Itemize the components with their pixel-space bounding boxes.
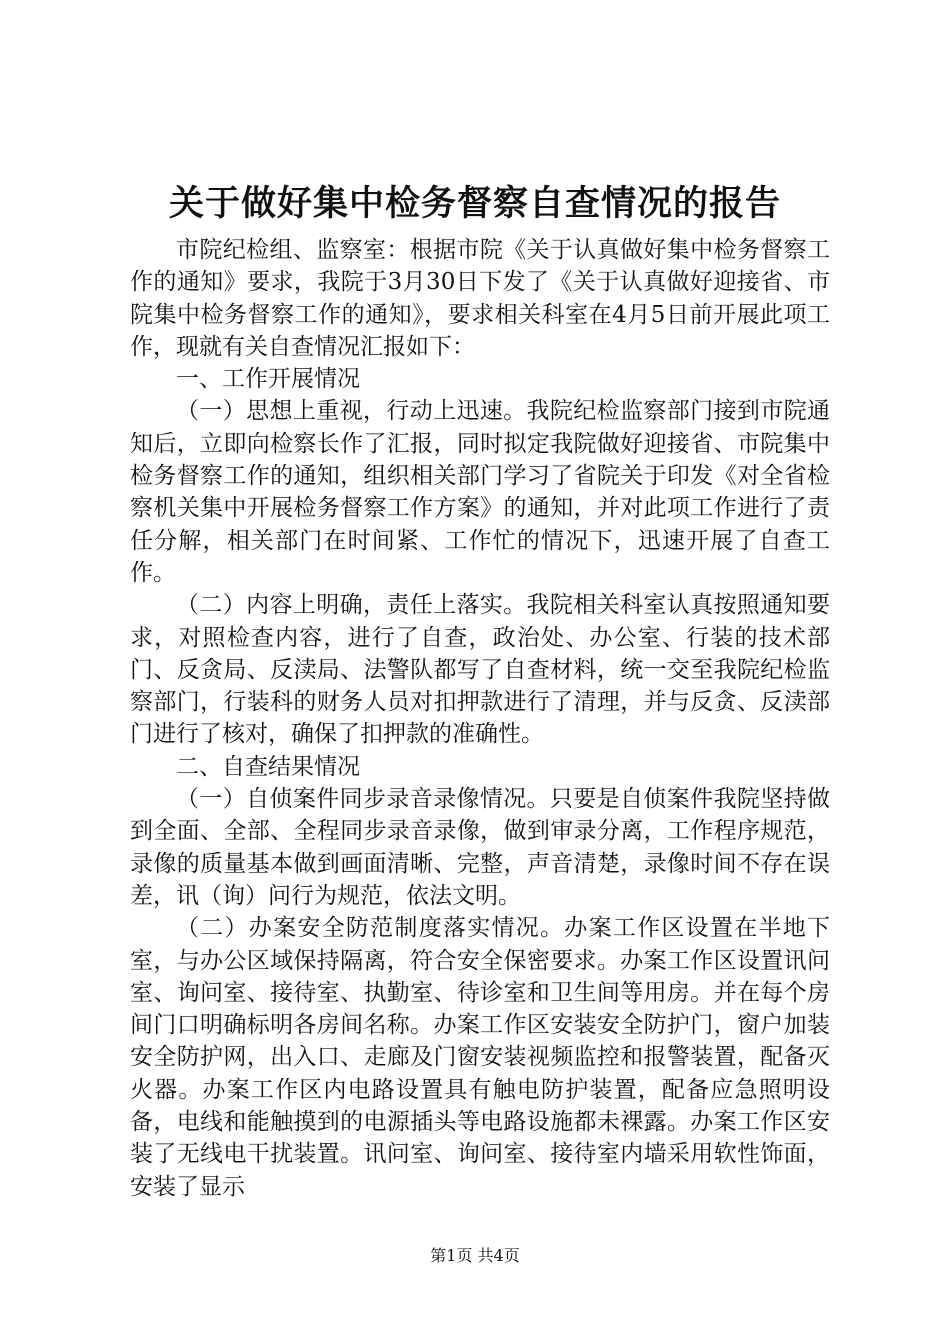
section1-paragraph-2: （二）内容上明确，责任上落实。我院相关科室认真按照通知要求，对照检查内容，进行了自查，政治处、办公室、行装的技术部门、反贪局、反渎局、法警队都写了自查材料，统一交至我院纪检监察部门，行装科的财务人员对扣押款进行了清理，并与反贪、反渎部门进行了核对，确保了扣押款的准确性。: [130, 592, 830, 748]
page-footer: 第1页 共4页: [430, 1246, 520, 1265]
intro-paragraph: 市院纪检组、监察室：根据市院《关于认真做好集中检务督察工作的通知》要求，我院于3月30日下发了《关于认真做好迎接省、市院集中检务督察工作的通知》，要求相关科室在4月5日前开展此项工作，现就有关自查情况汇报如下：: [130, 237, 830, 360]
section2-paragraph-2: （二）办案安全防范制度落实情况。办案工作区设置在半地下室，与办公区域保持隔离，符合安全保密要求。办案工作区设置讯问室、询问室、接待室、执勤室、待诊室和卫生间等用房。并在每个房间门口明确标明各房间名称。办案工作区安装安全防护门，窗户加装安全防护网，出入口、走廊及门窗安装视频监控和报警装置，配备灭火器。办案工作区内电路设置具有触电防护装置，配备应急照明设备，电线和能触摸到的电源插头等电路设施都未裸露。办案工作区安装了无线电干扰装置。讯问室、询问室、接待室内墙采用软性饰面，安装了显示: [130, 915, 830, 1200]
section2-paragraph-1: （一）自侦案件同步录音录像情况。只要是自侦案件我院坚持做到全面、全部、全程同步录音录像，做到审录分离，工作程序规范，录像的质量基本做到画面清晰、完整，声音清楚，录像时间不存在误差，讯（询）问行为规范，依法文明。: [130, 786, 830, 909]
document-body: [130, 234, 830, 1203]
section1-paragraph-1: （一）思想上重视，行动上迅速。我院纪检监察部门接到市院通知后，立即向检察长作了汇报，同时拟定我院做好迎接省、市院集中检务督察工作的通知，组织相关部门学习了省院关于印发《对全省检察机关集中开展检务督察工作方案》的通知，并对此项工作进行了责任分解，相关部门在时间紧、工作忙的情况下，迅速开展了自查工作。: [130, 398, 830, 586]
section-heading-1: 一、工作开展情况: [176, 366, 360, 393]
section-heading-2: 二、自查结果情况: [176, 753, 360, 780]
document-title: 关于做好集中检务督察自查情况的报告: [168, 183, 781, 224]
